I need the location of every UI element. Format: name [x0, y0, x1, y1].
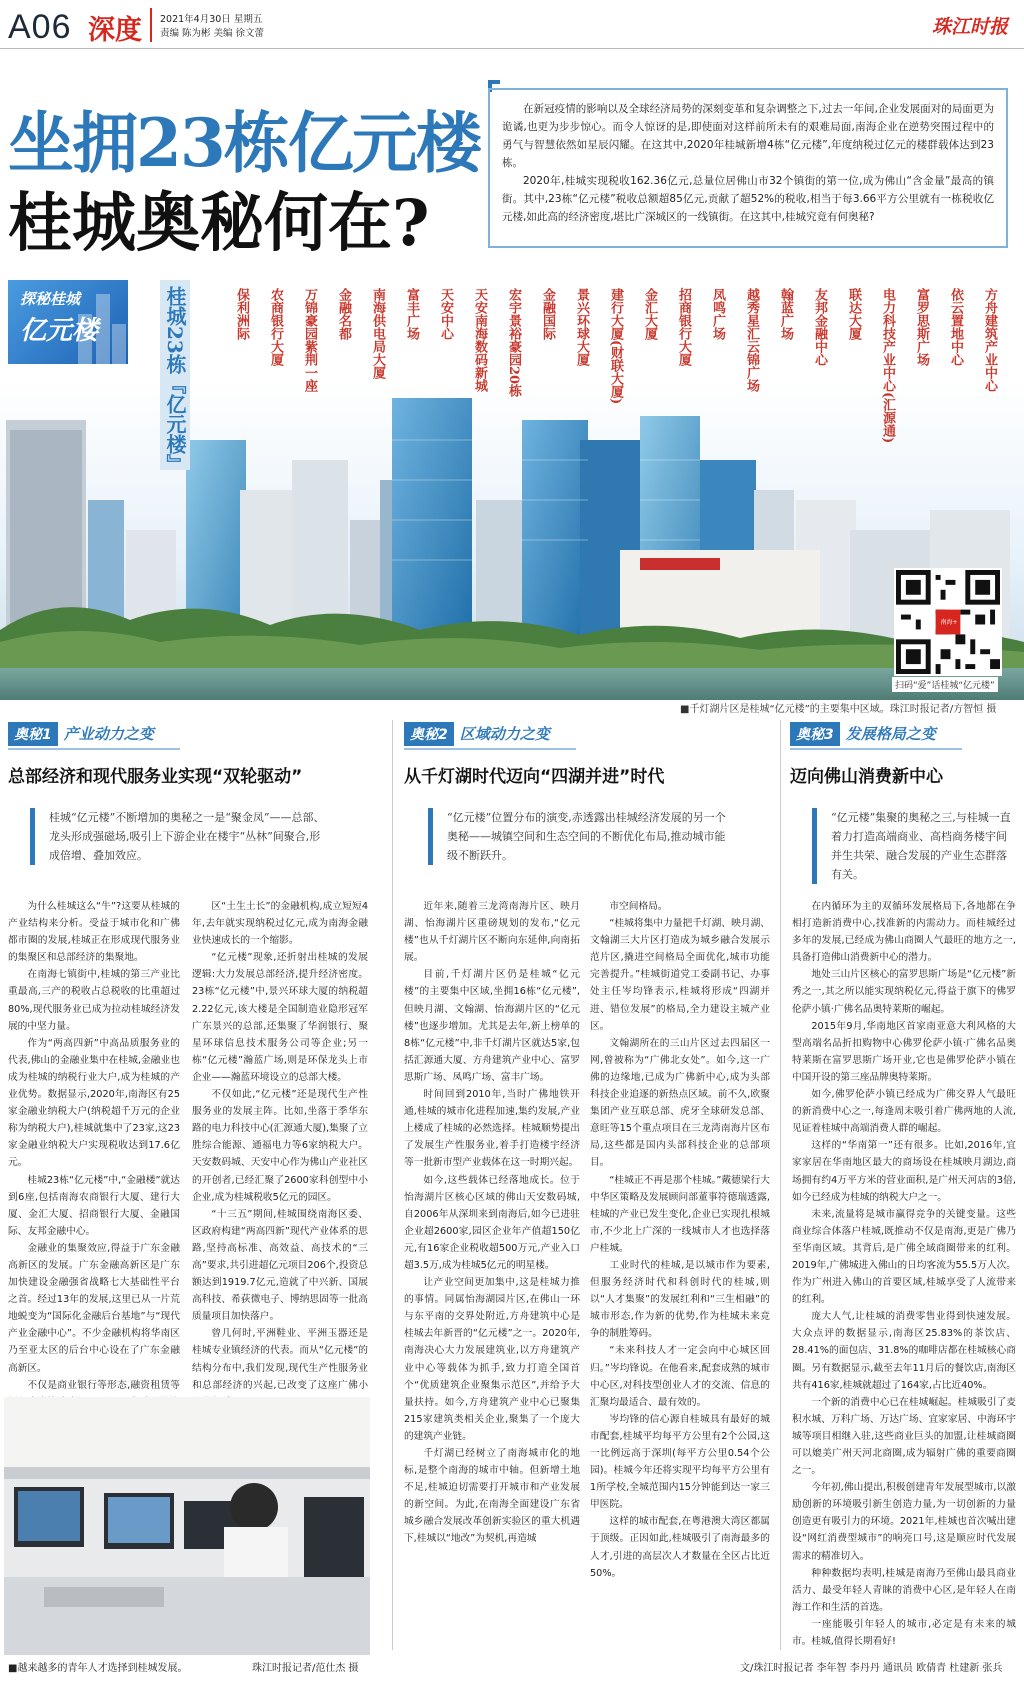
body-paragraph: “未来科技人才一定会向中心城区回归。”岑均锋说。在他看来,配套成熟的城市中心区,对科技型创业人才的交流、信息的汇聚均最适合、最有效的。: [590, 1345, 770, 1408]
body-paragraph: 地处三山片区核心的富罗思斯广场是“亿元楼”新秀之一,其之所以能实现纳税亿元,得益于旗下的佛罗伦萨小镇·广佛名品奥特莱斯的崛起。: [792, 969, 1016, 1015]
section-1-underline: [8, 748, 180, 750]
body-paragraph: 桂城23栋“亿元楼”中,“金融楼”就达到6座,包括南海农商银行大厦、建行大厦、金汇大厦、招商银行大厦、金融国际、友邦金融中心。: [8, 1174, 180, 1237]
building-name: 电力科技产业中心(汇源通): [880, 288, 895, 444]
newspaper-logo: 珠江时报: [931, 16, 1008, 38]
section-2-body-b: [590, 898, 770, 1654]
section-2-tag: 区域动力之变: [459, 725, 550, 743]
body-paragraph: 金融业的集聚效应,得益于广东金融高新区的发展。广东金融高新区是广东加快建设金融强省战略七大基础性平台之首。经过13年的发展,这里已从一片荒地蜕变为“国际化金融后台基地”与“现代产业金融中心”。不少金融机构将华南区乃至亚太区的后台中心设在了广东金融高新区。: [8, 1242, 180, 1374]
section-1-header: [8, 722, 154, 746]
series-badge: [8, 280, 128, 364]
building-name: 联达大厦: [846, 288, 861, 340]
section-1-label: 奥秘1: [8, 722, 58, 746]
buildings-count-label: 桂城23栋『亿元楼』: [160, 280, 190, 470]
section-2-body-a: [404, 898, 580, 1654]
building-name: 方舟建筑产业中心: [982, 288, 997, 392]
intro-paragraph-1: 在新冠疫情的影响以及全球经济局势的深刻变革和复杂调整之下,过去一年间,企业发展面对的局面更为诡谲,也更为步步惊心。而令人惊讶的是,即使面对这样前所未有的艰难局面,南海企业在逆势突围过程中的勇气与智慧依然如星辰闪耀。在这其中,2020年桂城新增4栋“亿元楼”,年度纳税过亿元的楼群载体达到23栋。: [502, 103, 994, 169]
section-1-tag: 产业动力之变: [63, 725, 154, 743]
body-paragraph: 在南海七镇街中,桂城的第三产业比重最高,三产的税收占总税收的比重超过80%,现代服务业已成为拉动桂城经济发展的中坚力量。: [8, 969, 180, 1032]
body-paragraph: 岑均锋的信心源自桂城具有最好的城市配套,桂城平均每平方公里有2个公园,这一比例远高于深圳(每平方公里0.54个公园)。桂城今年还将实现平均每平方公里有1所学校,全城范围内15分钟能到达一家三甲医院。: [590, 1413, 770, 1511]
section-3-quote: “亿元楼”集聚的奥秘之三,与桂城一直着力打造高端商业、高档商务楼宇间并生共荣、融合发展的产业生态群落有关。: [812, 808, 1012, 884]
photo-caption: ■千灯湖片区是桂城“亿元楼”的主要集中区域。珠江时报记者/方智恒 摄: [680, 704, 997, 715]
badge-line-2: 亿元楼: [20, 316, 99, 346]
body-paragraph: 为什么桂城这么“牛”?这要从桂城的产业结构来分析。受益于城市化和广佛都市圈的发展,桂城正在形成现代服务业的集聚区和总部经济的集聚地。: [8, 901, 180, 964]
body-paragraph: 不仅是商业银行等形态,融资租赁等: [27, 1379, 180, 1391]
section-2-underline: [404, 748, 576, 750]
body-paragraph: 一个新的消费中心已在桂城崛起。桂城吸引了麦积水城、万科广场、万达广场、宜家家居、中海环宇城等项目相继入驻,这些商业巨头的加盟,让桂城商圈可以媲美广州天河北商圈,成为辐射广佛的重要商圈之一。: [792, 1396, 1016, 1477]
qr-caption: 扫码“爱”话桂城“亿元楼”: [892, 677, 998, 692]
body-paragraph: 不仅如此,“亿元楼”还是现代生产性服务业的发展主阵。比如,坐落于季华东路的电力科技中心(汇源通大厦),集聚了立胜综合能源、通福电力等6家纳税大户。天安数码城、天安中心作为佛山产业社区的开创者,已经汇聚了2600家科创型中小企业,成为桂城税收5亿元的园区。: [192, 1089, 368, 1203]
section-3-title: 迈向佛山消费新中心: [790, 767, 943, 787]
header-meta: [160, 13, 264, 41]
body-paragraph: 如今,这些载体已经落地成长。位于怡海湖片区核心区域的佛山天安数码城,自2006年从深圳来到南海后,如今已进驻企业超2600家,园区企业年产值超150亿元,有16家企业税收超500万元,产业入口超3.5万,成为桂城5亿元的明星楼。: [404, 1174, 580, 1271]
building-name: 金融国际: [540, 288, 555, 340]
article-credit: 文/珠江时报记者 李年智 李丹丹 通讯员 欧倩青 杜建新 张兵: [740, 1663, 1003, 1674]
body-paragraph: 工业时代的桂城,是以城市作为要素,但服务经济时代和科创时代的桂城,则以“人才集聚”的发展红利和“三生相融”的城市形态,作为新的优势,作为桂城未来竞争的制胜筹码。: [590, 1259, 770, 1340]
section-3-tag: 发展格局之变: [845, 725, 936, 743]
body-paragraph: 在内循环为主的双循环发展格局下,各地都在争相打造新消费中心,找准新的内需动力。而桂城经过多年的发展,已经成为佛山商圈人气最旺的地方之一,具备打造佛山消费新中心的潜力。: [792, 901, 1016, 964]
body-paragraph: “亿元楼”现象,还折射出桂城的发展逻辑:大力发展总部经济,提升经济密度。23栋“亿元楼”中,景兴环球大厦的纳税超2.22亿元,该大楼是全国制造业隐形冠军广东景兴的总部,还集聚了华润银行、聚星环球信息技术服务公司等企业;另一栋“亿元楼”瀚蓝广场,则是环保龙头上市企业——瀚蓝环境设立的总部大楼。: [192, 952, 368, 1083]
body-paragraph: 如今,佛罗伦萨小镇已经成为广佛交界人气最旺的新消费中心之一,每逢周末吸引着广佛两地的人流,见证着桂城中高端消费人群的崛起。: [792, 1089, 1016, 1135]
body-paragraph: 近年来,随着三龙湾南海片区、映月湖、怡海湖片区重磅规划的发布,“亿元楼”也从千灯湖片区不断向东延伸,向南拓展。: [404, 901, 580, 964]
headline-line-2: 桂城奥秘何在?: [8, 186, 430, 261]
section-1-body-b: [192, 898, 368, 1398]
building-name: 保利洲际: [234, 288, 249, 340]
section-3-header: [790, 722, 936, 746]
building-name: 友邦金融中心: [812, 288, 827, 366]
body-paragraph: 作为“两高四新”中高品质服务业的代表,佛山的金融业集中在桂城,金融业也成为桂城的纳税行业大户,成为桂城的产业优势。数据显示,2020年,南海区有25家金融业纳税大户(纳税超千万元的企业称为纳税大户),桂城就集中了23家,这23家金融业纳税大户实现税收达到17.6亿元。: [8, 1037, 180, 1169]
editors-credit: 责编 陈为彬 美编 徐文蕾: [160, 28, 265, 39]
body-paragraph: 曾几何时,平洲鞋业、平洲玉器还是桂城专业镇经济的代表。而从“亿元楼”的结构分布中,我们发现,现代生产性服务业和总部经济的兴起,已改变了这座广佛小: [192, 1328, 368, 1391]
issue-date: 2021年4月30日 星期五: [160, 14, 263, 25]
section-1-body-a: [8, 898, 180, 1398]
body-paragraph: 时间回到2010年,当时广佛地铁开通,桂城的城市化进程加速,集约发展,产业上楼成了桂城的必然选择。桂城顺势提出了发展生产性服务业,着手打造楼宇经济等一批新市型产业载体在这一时期兴起。: [404, 1089, 580, 1169]
header-rule: [0, 48, 1024, 49]
body-paragraph: “桂城正不再是那个桂城。”戴德梁行大中华区策略及发展顾问部董事符德瑞透露,桂城的产业已发生变化,企业已实现扎根城市,不少北上广深的一线城市人才也选择落户桂城。: [590, 1174, 770, 1254]
building-name: 招商银行大厦: [676, 288, 691, 366]
body-paragraph: “桂城将集中力量把千灯湖、映月湖、文翰湖三大片区打造成为城乡融合发展示范片区,撬进空间格局全面优化,城市功能完善提升。”桂城街道党工委副书记、办事处主任岑均锋表示,桂城将形成“四湖并进、错位发展”的格局,全力建设主城产业区。: [590, 918, 770, 1032]
building-name: 翰蓝广场: [778, 288, 793, 340]
header-divider: [150, 8, 152, 42]
body-paragraph: 一座能吸引年轻人的城市,必定是有未来的城市。桂城,值得长期看好!: [792, 1618, 1016, 1648]
office-photo-credit: 珠江时报记者/范仕杰 摄: [252, 1663, 359, 1674]
qr-center-badge: 南海+: [938, 612, 960, 634]
body-paragraph: 文翰湖所在的三山片区过去四届区一网,曾被称为“广佛北女处”。如今,这一广佛的边缘地,已成为广佛新中心,成为头部科技企业追逐的新热点区域。前不久,欧聚集团产业互联总部、虎牙全球研发总部、意旺等15个重点项目在三龙湾南海片区布局,这些都是国内头部科技企业的总部项目。: [590, 1037, 770, 1169]
building-names-list: [236, 288, 1004, 448]
building-name: 依云置地中心: [948, 288, 963, 366]
page-number: A06: [8, 8, 72, 46]
body-paragraph: 这样的城市配套,在粤港澳大湾区都属于顶级。正因如此,桂城吸引了南海最多的人才,引进的高层次人才数量在全区占比近50%。: [590, 1516, 770, 1579]
building-name: 建行大厦(财联大厦): [608, 288, 623, 405]
section-2-title: 从千灯湖时代迈向“四湖并进”时代: [404, 767, 665, 787]
section-2-quote: “亿元楼”位置分布的演变,赤透露出桂城经济发展的另一个奥秘——城镇空间和生态空间的不断优化布局,推动城市能级不断跃升。: [428, 808, 728, 865]
office-photo-caption: ■越来越多的青年人才选择到桂城发展。: [8, 1663, 188, 1674]
column-divider-1: [392, 720, 393, 1650]
qr-code[interactable]: [894, 568, 1002, 676]
body-paragraph: 未来,流量将是城市赢得竞争的关键变量。这些商业综合体落户桂城,既推动不仅是南海,更是广佛乃至华南区域。其背后,是广佛全域商圈带来的红利。2019年,广佛城进入佛山的日均客流为55.5万人次。作为广州进入佛山的首要区域,桂城享受了人流带来的红利。: [792, 1208, 1016, 1306]
section-1-quote: 桂城“亿元楼”不断增加的奥秘之一是“聚金凤”——总部、龙头形成强磁场,吸引上下游企业在楼宇“丛林”间聚合,形成倍增、叠加效应。: [30, 808, 330, 865]
building-name: 南海供电局大厦: [370, 288, 385, 379]
building-name: 富丰广场: [404, 288, 419, 340]
body-paragraph: 区“土生土长”的金融机构,成立短短4年,去年就实现纳税过亿元,成为南海金融业快速成长的一个缩影。: [192, 901, 368, 947]
building-name: 万锦豪园紫荆一座: [302, 288, 317, 392]
building-name: 凤鸣广场: [710, 288, 725, 340]
section-2-header: [404, 722, 550, 746]
building-name: 天安中心: [438, 288, 453, 340]
section-1-title: 总部经济和现代服务业实现“双轮驱动”: [8, 767, 303, 787]
body-paragraph: 庞大人气,让桂城的消费零售业得到快速发展。大众点评的数据显示,南海区25.83%的茶饮店、28.41%的面包店、31.8%的咖啡店都在桂城核心商圈。另有数据显示,截至去年11月后的餐饮店,南海区共有416家,桂城就超过了164家,占比近40%。: [792, 1311, 1016, 1391]
section-name: 深度: [88, 15, 142, 46]
intro-paragraph-2: 2020年,桂城实现税收162.36亿元,总量位居佛山市32个镇街的第一位,成为佛山“含金量”最高的镇街。其中,23栋“亿元楼”税收总额超85亿元,贡献了超52%的税收,相当于每3.66平方公里就有一栋税收亿元楼,如此高的经济密度,堪比广深城区的一线镇街。在这其中,桂城究竟有何奥秘?: [502, 175, 994, 223]
building-name: 越秀星汇云锦广场: [744, 288, 759, 392]
building-name: 景兴环球大厦: [574, 288, 589, 366]
body-paragraph: 这样的“华南第一”还有很多。比如,2016年,宜家家居在华南地区最大的商场设在桂城映月湖边,商场拥有约4万平方米的营业面积,是广州天河店的3倍,如今已经成为桂城的纳税大户之一。: [792, 1140, 1016, 1203]
headline-line-1: 坐拥23栋亿元楼: [8, 104, 480, 182]
body-paragraph: 今年初,佛山提出,积极创建青年发展型城市,以激励创新的环境吸引新生创造力量,为一切创新的力量创造更有吸引力的环境。2021年,桂城也首次喊出建设“网红消费型城市”的响亮口号,这是顺应时代发展需求的精准切入。: [792, 1482, 1016, 1562]
building-name: 富罗思斯广场: [914, 288, 929, 366]
intro-box: [488, 88, 1008, 248]
body-paragraph: 目前,千灯湖片区仍是桂城“亿元楼”的主要集中区域,坐拥16栋“亿元楼”,但映月湖、文翰湖、怡海湖片区的“亿元楼”也逐步增加。尤其是去年,新上榜单的8栋“亿元楼”中,非千灯湖片区就达5家,包括汇源通大厦、方舟建筑产业中心、富罗思斯广场、凤鸣广场、富丰广场。: [404, 969, 580, 1083]
body-paragraph: 种种数据均表明,桂城是南海乃至佛山最具商业活力、最受年轻人青睐的消费中心区,是年轻人在南海工作和生活的首选。: [792, 1567, 1016, 1613]
building-name: 金汇大厦: [642, 288, 657, 340]
building-name: 金融名都: [336, 288, 351, 340]
section-3-label: 奥秘3: [790, 722, 840, 746]
body-paragraph: 千灯湖已经树立了南海城市化的地标,是整个南海的城市中轴。但新增土地不足,桂城迫切需要打开城市和产业发展的新空间。为此,在南海全面建设广东省城乡融合发展改革创新实验区的重大机遇下,桂城以“地改”为契机,再造城: [404, 1448, 580, 1545]
section-3-underline: [790, 748, 962, 750]
office-photo: [4, 1397, 370, 1655]
badge-line-1: 探秘桂城: [20, 290, 81, 308]
office-illustration: [4, 1397, 370, 1655]
building-name: 宏宇景裕豪园20栋: [506, 288, 521, 398]
body-paragraph: 2015年9月,华南地区首家南亚意大利风格的大型高端名品折扣购物中心佛罗伦萨小镇·广佛名品奥特莱斯在富罗思斯广场开业,它也是佛罗伦萨小镇在中国开设的第三座品牌奥特莱斯。: [792, 1020, 1016, 1083]
building-name: 农商银行大厦: [268, 288, 283, 366]
body-paragraph: 市空间格局。: [609, 901, 668, 912]
column-divider-2: [780, 720, 781, 1650]
building-name: 天安南海数码新城: [472, 288, 487, 392]
body-paragraph: 让产业空间更加集中,这是桂城力推的事情。同属怡海湖园片区,在佛山一环与东平南的交界处附近,方舟建筑中心是桂城去年新晋的“亿元楼”之一。2020年,南海决心大力发展建筑业,以方舟建筑产业中心等载体为抓手,致力打造全国首个“优质建筑企业聚集示范区”,并给予大量扶持。如今,方舟建筑产业中心已聚集215家建筑类相关企业,聚集了一个庞大的建筑产业链。: [404, 1277, 580, 1442]
section-2-label: 奥秘2: [404, 722, 454, 746]
body-paragraph: “十三五”期间,桂城围绕南海区委、区政府构建“两高四新”现代产业体系的思路,坚持高标准、高效益、高技术的“三高”要求,共引进超亿元项目206个,投资总额达到1919.7亿元,造就了中兴新、国展高科技、希荻微电子、博纳思固等一批高质量项目加快落户。: [192, 1208, 368, 1323]
section-3-body-a: [792, 898, 1016, 1654]
